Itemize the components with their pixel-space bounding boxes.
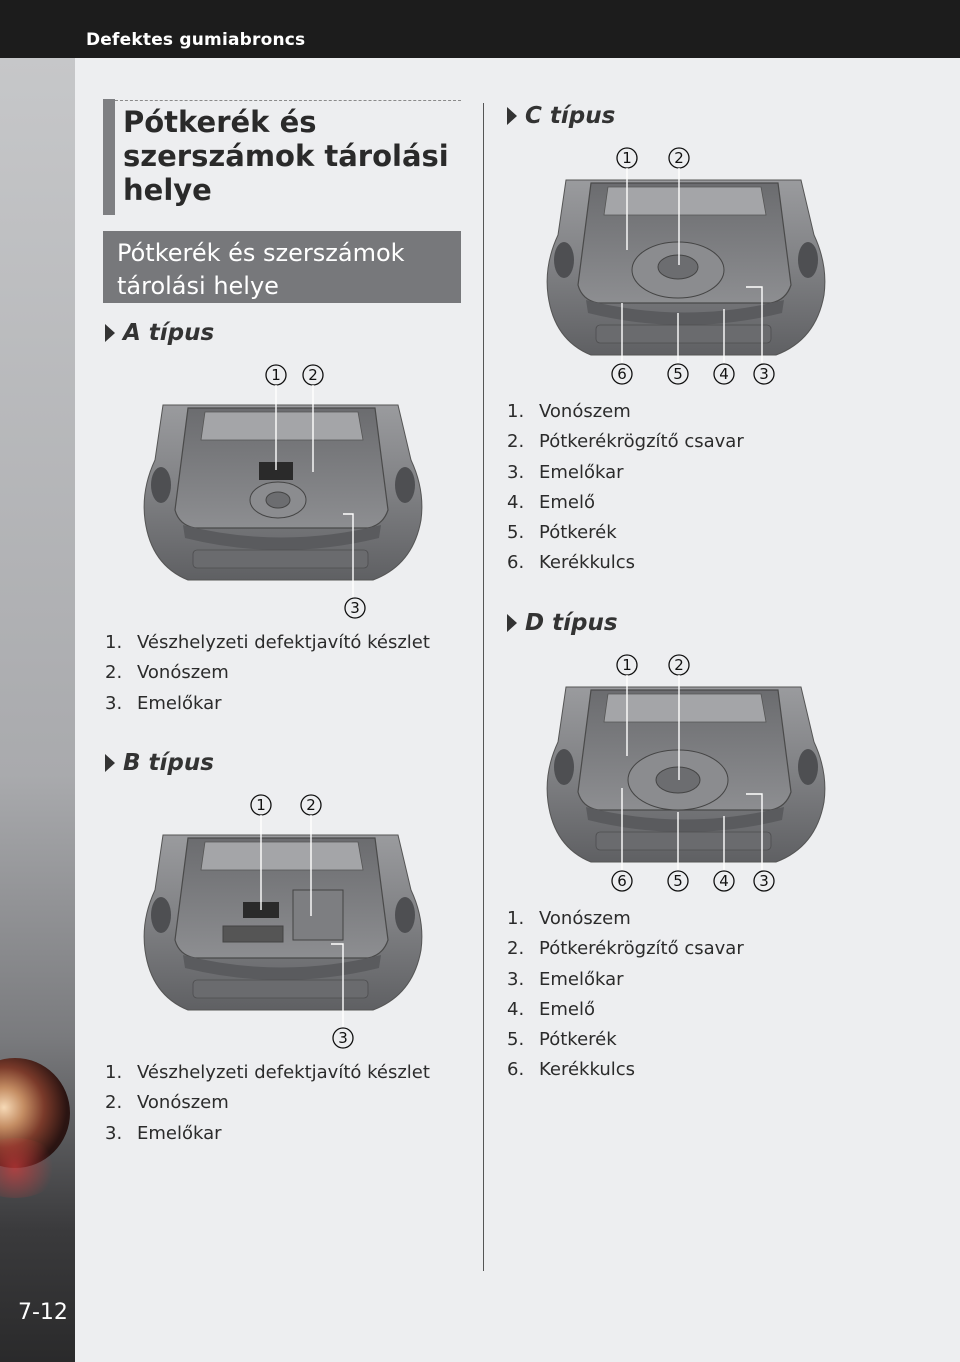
callout-c-1: 1 — [622, 149, 632, 167]
list-item: 3. Emelőkar — [507, 461, 624, 483]
list-item: 2. Pótkerékrögzítő csavar — [507, 938, 744, 960]
callout-c-4: 4 — [719, 365, 729, 383]
type-a-label: A típus — [123, 320, 215, 346]
list-item: 5. Pótkerék — [507, 522, 617, 544]
type-c-list — [507, 397, 744, 579]
callout-b-1-num: 1 — [256, 796, 266, 814]
callout-d-6: 6 — [617, 872, 627, 890]
callout-d-1: 1 — [622, 656, 632, 674]
bullet-triangle-icon — [105, 754, 115, 772]
type-b-label: B típus — [123, 750, 214, 776]
list-item: 1. Vonószem — [507, 908, 631, 929]
list-item: 3. Emelőkar — [105, 692, 222, 714]
subsection-banner-title: Pótkerék és szerszámok tárolási helye — [117, 239, 405, 300]
section-title-bar — [103, 99, 115, 215]
chapter-title: Defektes gumiabroncs — [86, 30, 306, 50]
list-item: 6. Kerékkulcs — [507, 552, 636, 574]
callout-b-3-num: 3 — [338, 1029, 348, 1047]
type-d-heading — [507, 610, 618, 636]
side-strip-photo — [0, 58, 75, 1362]
list-item: 3. Emelőkar — [105, 1122, 222, 1144]
type-c-figure — [546, 145, 826, 390]
type-b-heading — [105, 750, 214, 776]
callout-d-3: 3 — [759, 872, 769, 890]
type-c-label: C típus — [525, 103, 616, 129]
callout-a-1-num: 1 — [271, 366, 281, 384]
callout-c-5: 5 — [673, 365, 683, 383]
column-divider — [483, 103, 484, 1271]
callout-a-3-num: 3 — [350, 599, 360, 617]
subsection-banner — [103, 231, 461, 303]
callout-c-2: 2 — [674, 149, 684, 167]
type-a-list — [105, 628, 430, 719]
callout-d-4: 4 — [719, 872, 729, 890]
section-title: Pótkerék és szerszámok tárolási helye — [123, 105, 449, 207]
callout-d-5: 5 — [673, 872, 683, 890]
list-item: 2. Pótkerékrögzítő csavar — [507, 431, 744, 453]
list-item: 2. Vonószem — [105, 1092, 229, 1114]
list-item: 2. Vonószem — [105, 662, 229, 684]
type-b-figure — [143, 792, 423, 1054]
callout-b-2-num: 2 — [306, 796, 316, 814]
section-title-box — [103, 99, 461, 215]
type-d-label: D típus — [525, 610, 618, 636]
list-item: 1. Vonószem — [507, 401, 631, 422]
header-bar — [0, 0, 960, 58]
type-d-list — [507, 904, 744, 1086]
list-item: 1. Vészhelyzeti defektjavító készlet — [105, 1062, 430, 1083]
section-title-rule — [115, 100, 461, 101]
type-a-heading — [105, 320, 214, 346]
list-item: 4. Emelő — [507, 491, 595, 513]
type-a-figure — [143, 362, 423, 624]
list-item: 5. Pótkerék — [507, 1029, 617, 1051]
type-b-list — [105, 1058, 430, 1149]
page-number: 7-12 — [18, 1300, 68, 1325]
list-item: 3. Emelőkar — [507, 968, 624, 990]
list-item: 6. Kerékkulcs — [507, 1059, 636, 1081]
callout-c-6: 6 — [617, 365, 627, 383]
bullet-triangle-icon — [507, 614, 517, 632]
list-item: 4. Emelő — [507, 998, 595, 1020]
callout-a-2-num: 2 — [308, 366, 318, 384]
type-d-figure — [546, 652, 826, 897]
callout-c-3: 3 — [759, 365, 769, 383]
type-c-heading — [507, 103, 615, 129]
callout-d-2: 2 — [674, 656, 684, 674]
list-item: 1. Vészhelyzeti defektjavító készlet — [105, 632, 430, 653]
bullet-triangle-icon — [507, 107, 517, 125]
bullet-triangle-icon — [105, 324, 115, 342]
